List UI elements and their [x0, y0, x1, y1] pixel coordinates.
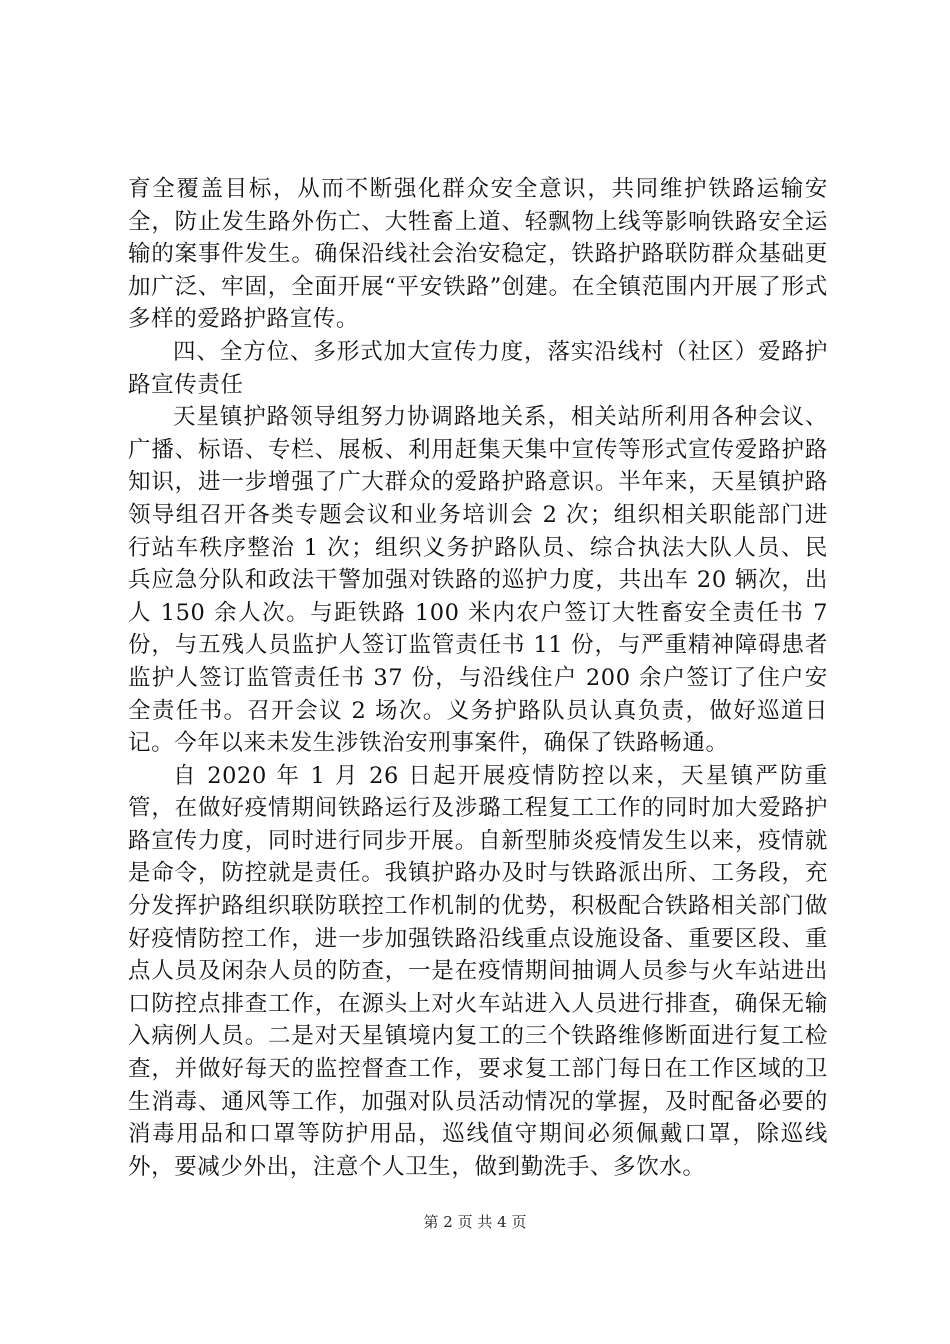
paragraph-propaganda-work: 天星镇护路领导组努力协调路地关系，相关站所利用各种会议、广播、标语、专栏、展板、利用赶集天集中宣传等形式宣传爱路护路知识，进一步增强了广大群众的爱路护路意识。半年来，天星镇护路领导组召开各类专题会议和业务培训会 2 次；组织相关职能部门进行站车秩序整治 1 次；组织义务护路队员、综合执法大队人员、民兵应急分队和政法干警加强对铁路的巡护力度，共出车 20 辆次，出人 150 余人次。与距铁路 100 米内农户签订大牲畜安全责任书 7 份，与五残人员监护人签订监管责任书 11 份，与严重精神障碍患者监护人签订监管责任书 37 份，与沿线住户 200 余户签订了住户安全责任书。召开会议 2 场次。义务护路队员认真负责，做好巡道日记。今年以来未发生涉铁治安刑事案件，确保了铁路畅通。 [128, 404, 828, 757]
document-body [128, 173, 828, 1183]
page-number-footer: 第 2 页 共 4 页 [423, 1213, 527, 1231]
paragraph-epidemic-control: 自 2020 年 1 月 26 日起开展疫情防控以来，天星镇严防重管，在做好疫情期间铁路运行及涉璐工程复工工作的同时加大爱路护路宣传力度，同时进行同步开展。自新型肺炎疫情发生以来，疫情就是命令，防控就是责任。我镇护路办及时与铁路派出所、工务段，充分发挥护路组织联防联控工作机制的优势，积极配合铁路相关部门做好疫情防控工作，进一步加强铁路沿线重点设施设备、重要区段、重点人员及闲杂人员的防查，一是在疫情期间抽调人员参与火车站进出口防控点排查工作，在源头上对火车站进入人员进行排查，确保无输入病例人员。二是对天星镇境内复工的三个铁路维修断面进行复工检查，并做好每天的监控督查工作，要求复工部门每日在工作区域的卫生消毒、通风等工作，加强对队员活动情况的掌握，及时配备必要的消毒用品和口罩等防护用品，巡线值守期间必须佩戴口罩，除巡线外，要减少外出，注意个人卫生，做到勤洗手、多饮水。 [128, 762, 828, 1180]
section-heading: 四、全方位、多形式加大宣传力度，落实沿线村（社区）爱路护路宣传责任 [128, 338, 828, 398]
paragraph-continuation: 育全覆盖目标，从而不断强化群众安全意识，共同维护铁路运输安全，防止发生路外伤亡、大牲畜上道、轻飘物上线等影响铁路安全运输的案事件发生。确保沿线社会治安稳定，铁路护路联防群众基础更加广泛、牢固，全面开展“平安铁路”创建。在全镇范围内开展了形式多样的爱路护路宣传。 [128, 176, 828, 333]
